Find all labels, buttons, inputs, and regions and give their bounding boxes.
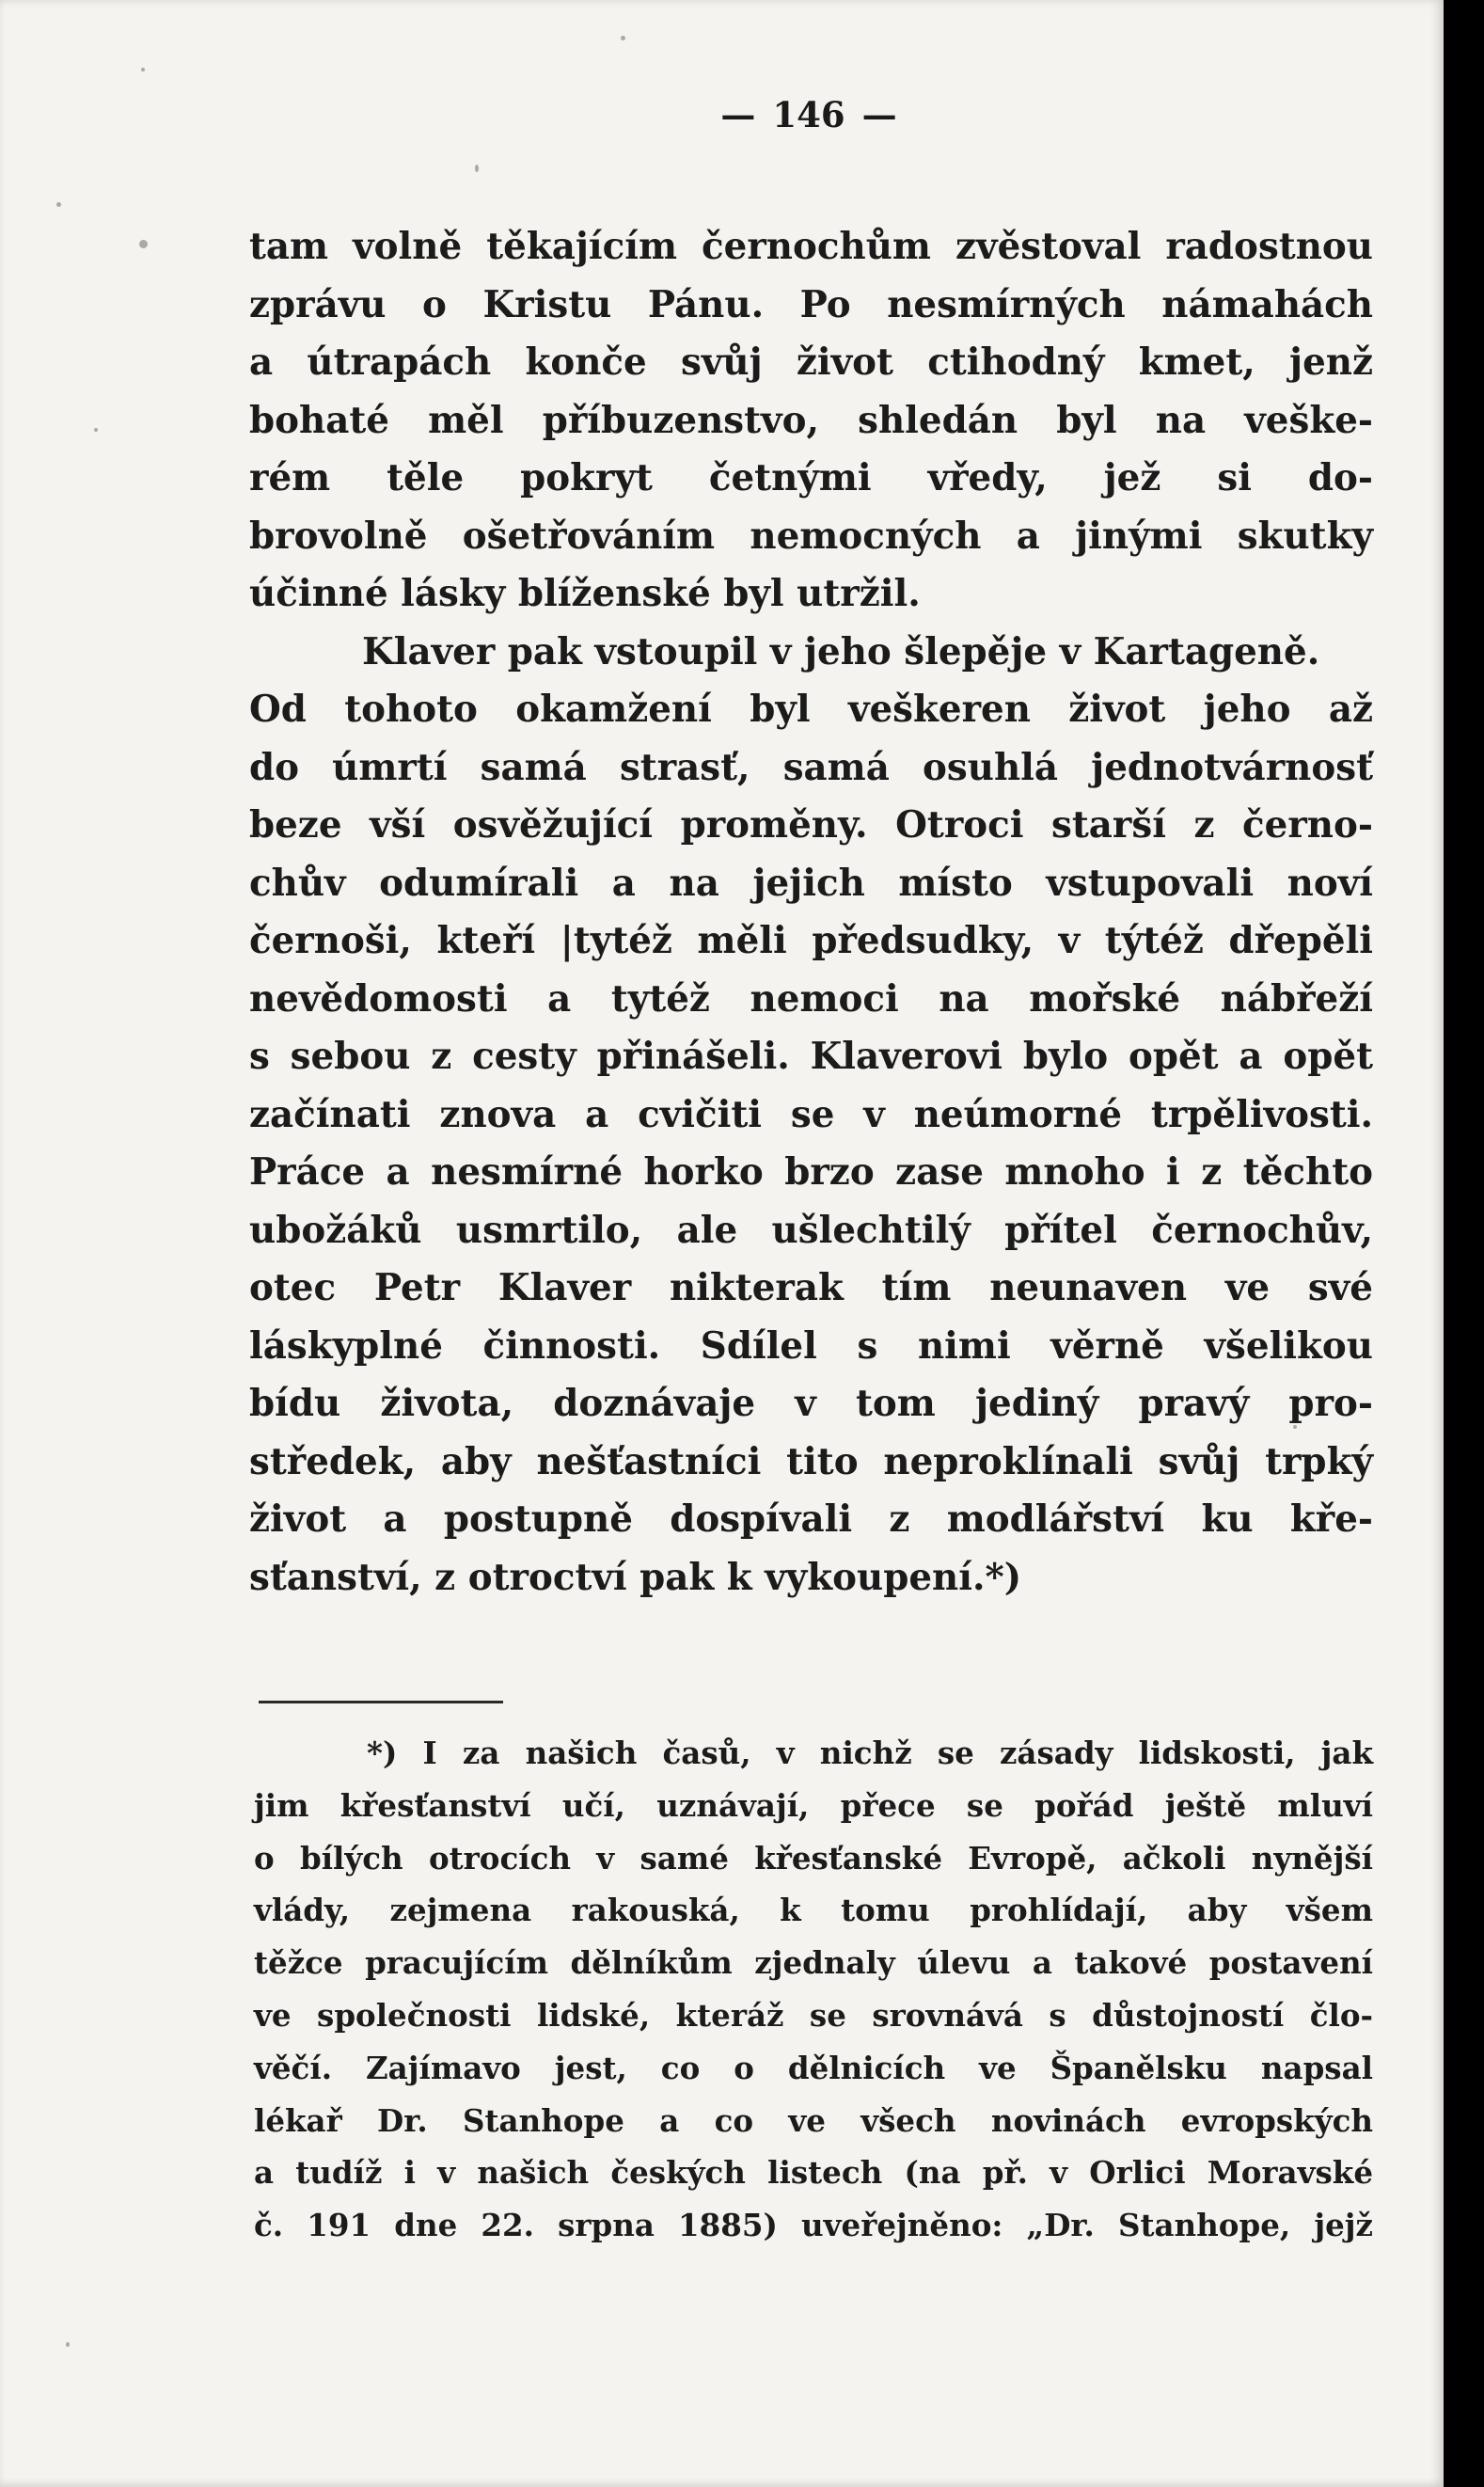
paper-speck — [139, 240, 148, 248]
text-line: chův odumírali a na jejich místo vstupovali noví — [249, 862, 1373, 905]
paper-speck — [94, 428, 98, 432]
text-line: beze vší osvěžující proměny. Otroci starší z černo- — [249, 804, 1373, 847]
text-line: otec Petr Klaver nikterak tím neunaven ve své — [249, 1267, 1373, 1309]
text-line: ubožáků usmrtilo, ale ušlechtilý přítel černochův, — [249, 1209, 1373, 1252]
footnote-line: ve společnosti lidské, kteráž se srovnává s důstojností člo- — [254, 1996, 1373, 2034]
text-line: Od tohoto okamžení byl veškeren život jeho až — [249, 689, 1373, 731]
footnote-line: č. 191 dne 22. srpna 1885) uveřejněno: „Dr. Stanhope, jejž — [254, 2207, 1373, 2244]
page-number-dash-right: — — [861, 94, 897, 135]
text-line: Klaver pak vstoupil v jeho šlepěje v Kartageně. — [362, 630, 1320, 673]
main-text — [249, 218, 1373, 1607]
footnote-line: a tudíž i v našich českých listech (na př. v Orlici Moravské — [254, 2154, 1373, 2192]
text-line: brovolně ošetřováním nemocných a jinými skutky — [249, 515, 1373, 558]
footnote-line: lékař Dr. Stanhope a co ve všech novinách evropských — [254, 2101, 1373, 2139]
paper-speck — [475, 165, 479, 172]
paper-speck — [56, 202, 61, 207]
text-line: láskyplné činnosti. Sdílel s nimi věrně všelikou — [249, 1324, 1373, 1368]
paper-speck — [1293, 1425, 1297, 1429]
footnote-line: jim křesťanství učí, uznávají, přece se pořád ještě mluví — [254, 1786, 1373, 1824]
text-line: účinné lásky blíženské byl utržil. — [249, 573, 921, 615]
text-line: a útrapách konče svůj život ctihodný kmet, jenž — [249, 341, 1373, 384]
page-number-dash-left: — — [720, 94, 756, 135]
text-line: bídu života, doznávaje v tom jediný pravý pro- — [249, 1383, 1373, 1425]
text-line: bohaté měl příbuzenstvo, shledán byl na veške- — [249, 399, 1373, 442]
text-line: s sebou z cesty přinášeli. Klaverovi bylo opět a opět — [249, 1036, 1373, 1078]
footnote-line: *) I za našich časů, v nichž se zásady lidskosti, jak — [367, 1735, 1373, 1771]
text-line: nevědomosti a tytéž nemoci na mořské nábřeží — [249, 977, 1373, 1021]
paper-speck — [66, 2342, 70, 2347]
page-number-header — [0, 94, 1484, 135]
text-line: Práce a nesmírné horko brzo zase mnoho i z těchto — [249, 1151, 1373, 1194]
footnote-divider — [259, 1701, 503, 1703]
text-line: rém těle pokryt četnými vředy, jež si do- — [249, 457, 1373, 499]
text-line: sťanství, z otroctví pak k vykoupení.*) — [249, 1556, 1022, 1599]
footnote — [254, 1727, 1373, 2252]
text-line: do úmrtí samá strasť, samá osuhlá jednotvárnosť — [249, 746, 1373, 789]
footnote-line: vlády, zejmena rakouská, k tomu prohlídají, aby všem — [254, 1892, 1373, 1929]
text-line: zprávu o Kristu Pánu. Po nesmírných námahách — [249, 283, 1373, 326]
paper-speck — [141, 68, 145, 71]
footnote-line: těžce pracujícím dělníkům zjednaly úlevu a takové postavení — [254, 1944, 1373, 1982]
text-line: začínati znova a cvičiti se v neúmorné trpělivosti. — [249, 1093, 1373, 1136]
text-line: tam volně těkajícím černochům zvěstoval radostnou — [249, 226, 1373, 268]
text-line: středek, aby nešťastníci tito neproklínali svůj trpký — [249, 1440, 1373, 1483]
text-line: život a postupně dospívali z modlářství ku kře- — [249, 1498, 1373, 1541]
text-line: černoši, kteří |tytéž měli předsudky, v týtéž dřepěli — [249, 920, 1373, 962]
footnote-line: věčí. Zajímavo jest, co o dělnicích ve Španělsku napsal — [254, 2049, 1373, 2086]
page-number: 146 — [772, 94, 845, 135]
paper-speck — [621, 36, 625, 40]
footnote-line: o bílých otrocích v samé křesťanské Evropě, ačkoli nynější — [254, 1839, 1373, 1877]
